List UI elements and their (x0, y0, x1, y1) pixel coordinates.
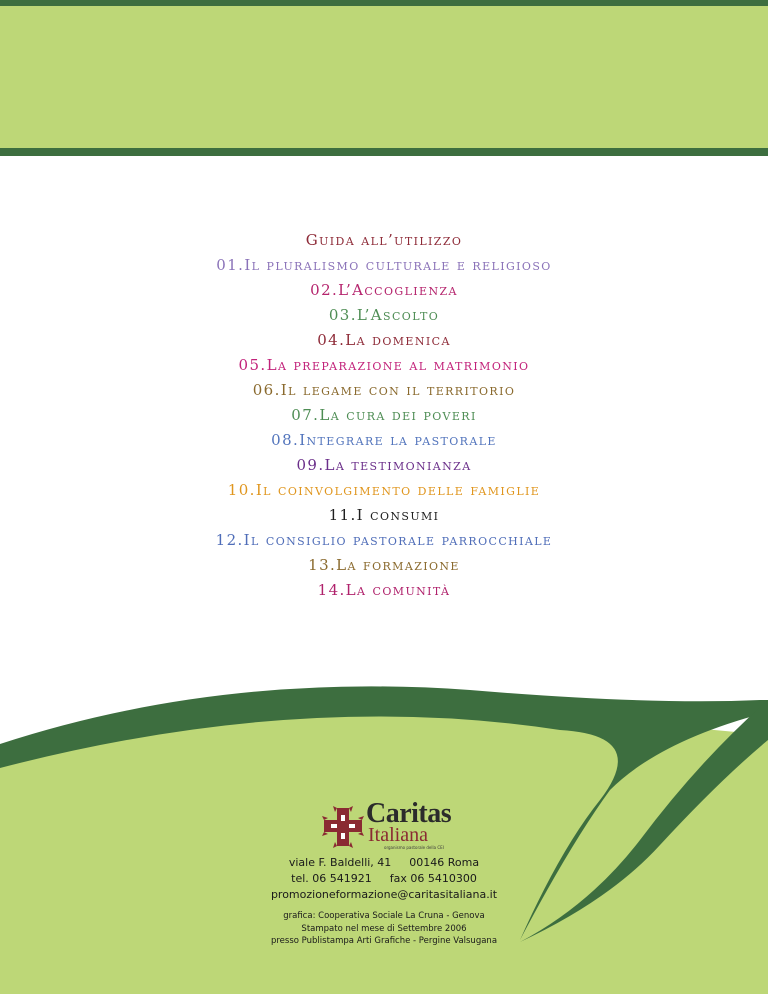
logo-caritas-text: Caritas (366, 798, 452, 829)
toc-item[interactable]: Guida all’utilizzo (305, 231, 463, 249)
email[interactable]: promozioneformazione@caritasitaliana.it (270, 888, 498, 901)
toc-item[interactable]: 09.La testimonianza (296, 456, 472, 474)
logo-tagline: organismo pastorale della CEI (384, 845, 444, 850)
credits (0, 910, 768, 948)
toc-item[interactable]: 03.L’Ascolto (328, 306, 440, 324)
toc-item[interactable]: 01.Il pluralismo culturale e religioso (216, 256, 552, 274)
fax: fax 06 5410300 (389, 872, 477, 885)
toc-item[interactable]: 06.Il legame con il territorio (252, 381, 516, 399)
credit-presso: presso Publistampa Arti Grafiche - Pergine Valsugana (270, 936, 498, 946)
credit-grafica: grafica: Cooperativa Sociale La Cruna - Genova (283, 911, 485, 921)
logo-italiana-text: Italiana (368, 824, 428, 846)
cap-city: 00146 Roma (409, 856, 480, 869)
caritas-logo (322, 798, 452, 852)
toc-item[interactable]: 12.Il consiglio pastorale parrocchiale (215, 531, 553, 549)
address-line (0, 855, 768, 871)
telephone: tel. 06 541921 (291, 872, 372, 885)
table-of-contents (0, 228, 768, 603)
toc-item[interactable]: 08.Integrare la pastorale (271, 431, 497, 449)
toc-item[interactable]: 07.La cura dei poveri (291, 406, 477, 424)
toc-item[interactable]: 13.La formazione (308, 556, 460, 574)
toc-item[interactable]: 14.La comunità (317, 581, 451, 599)
toc-item[interactable]: 11.I consumi (328, 506, 440, 524)
toc-item[interactable]: 04.La domenica (317, 331, 451, 349)
address: viale F. Baldelli, 41 (288, 856, 392, 869)
phone-line (0, 871, 768, 887)
toc-item[interactable]: 05.La preparazione al matrimonio (238, 356, 530, 374)
toc-item[interactable]: 10.Il coinvolgimento delle famiglie (227, 481, 541, 499)
caritas-cross-icon (322, 806, 364, 848)
credit-stampato: Stampato nel mese di Settembre 2006 (301, 923, 467, 934)
toc-item[interactable]: 02.L’Accoglienza (310, 281, 458, 299)
contact-info (0, 855, 768, 903)
